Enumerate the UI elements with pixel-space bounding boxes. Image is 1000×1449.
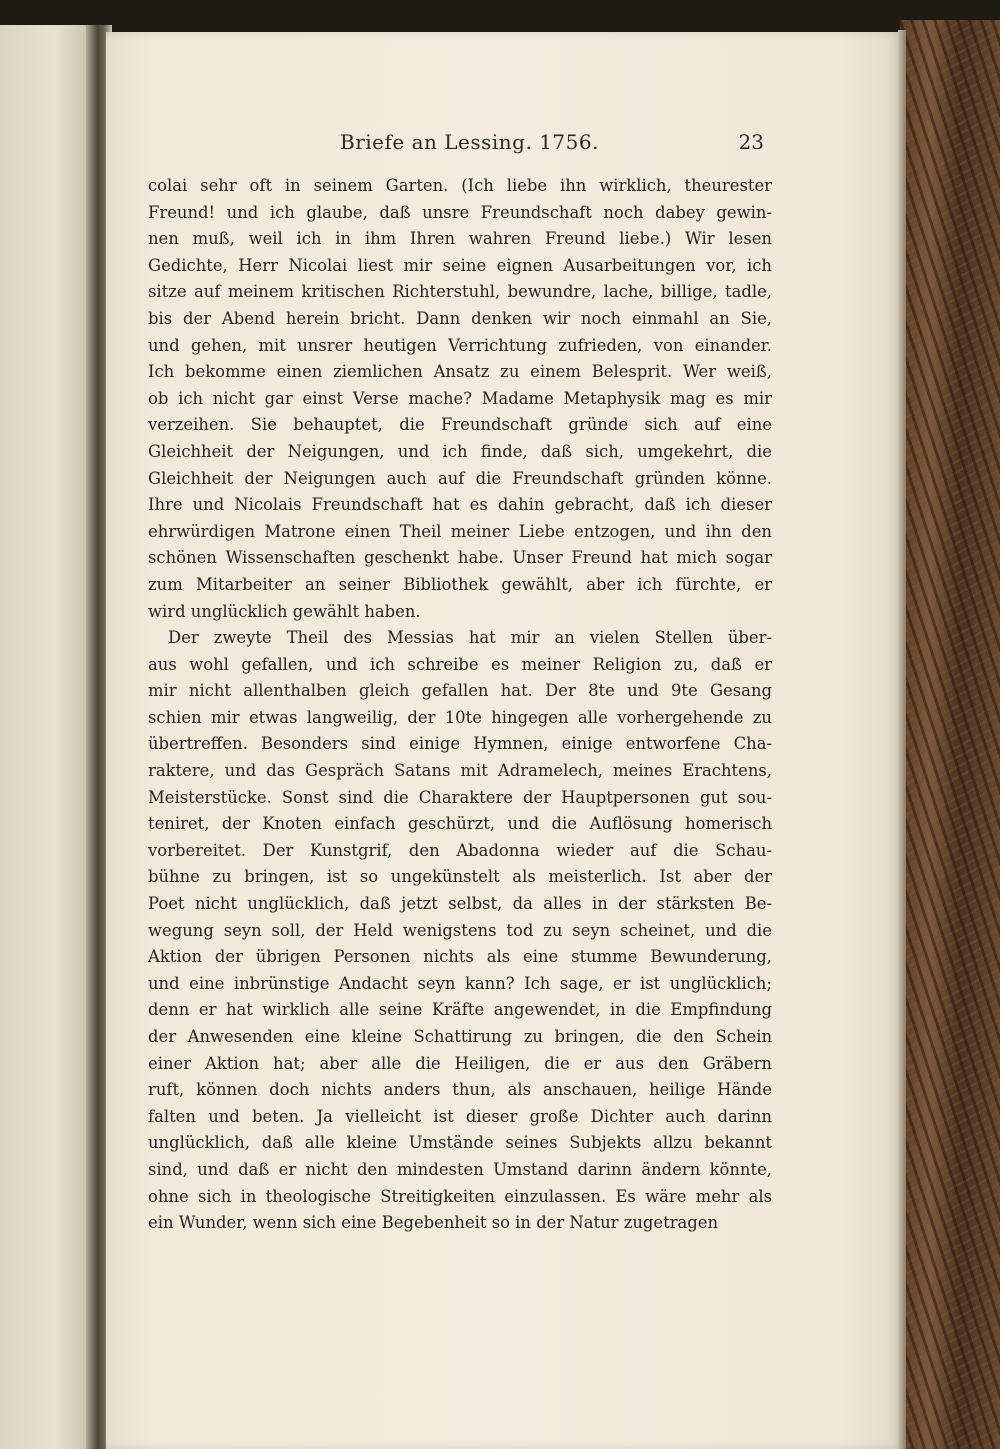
text-line: übertreffen. Besonders sind einige Hymnen, einige entworfene Cha- xyxy=(148,734,772,754)
page-header xyxy=(154,130,764,160)
text-line: Gedichte, Herr Nicolai liest mir seine eignen Ausarbeitungen vor, ich xyxy=(148,255,772,275)
text-line: wegung seyn soll, der Held wenigstens tod zu seyn scheinet, und die xyxy=(148,920,772,940)
text-line: sitze auf meinem kritischen Richterstuhl, bewundre, lache, billige, tadle, xyxy=(148,282,772,302)
text-line: ob ich nicht gar einst Verse mache? Madame Metaphysik mag es mir xyxy=(148,388,772,408)
text-line: mir nicht allenthalben gleich gefallen hat. Der 8te und 9te Gesang xyxy=(148,681,772,701)
text-line: vorbereitet. Der Kunstgrif, den Abadonna wieder auf die Schau- xyxy=(148,840,772,860)
text-line: nen muß, weil ich in ihm Ihren wahren Freund liebe.) Wir lesen xyxy=(148,229,772,249)
text-line: ein Wunder, wenn sich eine Begebenheit so in der Natur zugetragen xyxy=(148,1213,719,1233)
text-line: falten und beten. Ja vielleicht ist dieser große Dichter auch darinn xyxy=(148,1106,772,1126)
body-text xyxy=(148,173,772,1237)
text-line: und gehen, mit unsrer heutigen Verrichtung zufrieden, von einander. xyxy=(148,335,772,355)
text-line: denn er hat wirklich alle seine Kräfte angewendet, in die Empfindung xyxy=(148,1000,772,1020)
text-line: teniret, der Knoten einfach geschürzt, und die Auflösung homerisch xyxy=(148,814,772,834)
text-line: Aktion der übrigen Personen nichts als eine stumme Bewunderung, xyxy=(148,947,772,967)
text-line: Meisterstücke. Sonst sind die Charaktere der Hauptpersonen gut sou- xyxy=(148,787,772,807)
text-line: und eine inbrünstige Andacht seyn kann? Ich sage, er ist unglücklich; xyxy=(148,973,772,993)
page-block-edge xyxy=(898,30,906,1449)
text-line: Der zweyte Theil des Messias hat mir an vielen Stellen über- xyxy=(168,628,772,648)
text-line: Ihre und Nicolais Freundschaft hat es dahin gebracht, daß ich dieser xyxy=(148,495,772,515)
text-line: einer Aktion hat; aber alle die Heiligen, die er aus den Gräbern xyxy=(148,1053,772,1073)
text-line: bühne zu bringen, ist so ungekünstelt als meisterlich. Ist aber der xyxy=(148,867,772,887)
text-line: ohne sich in theologische Streitigkeiten einzulassen. Es wäre mehr als xyxy=(148,1186,772,1206)
text-line: schien mir etwas langweilig, der 10te hingegen alle vorhergehende zu xyxy=(148,707,772,727)
text-line: zum Mitarbeiter an seiner Bibliothek gewählt, aber ich fürchte, er xyxy=(148,574,772,594)
facing-page-edge xyxy=(0,25,100,1449)
text-line: der Anwesenden eine kleine Schattirung zu bringen, die den Schein xyxy=(148,1027,772,1046)
text-line: verzeihen. Sie behauptet, die Freundschaft gründe sich auf eine xyxy=(148,415,772,435)
running-title: Briefe an Lessing. 1756. xyxy=(340,130,599,154)
text-line: wird unglücklich gewählt haben. xyxy=(148,601,421,621)
text-line: unglücklich, daß alle kleine Umstände seines Subjekts allzu bekannt xyxy=(148,1133,772,1153)
text-line: schönen Wissenschaften geschenkt habe. Unser Freund hat mich sogar xyxy=(148,548,772,568)
text-line: Poet nicht unglücklich, daß jetzt selbst, da alles in der stärksten Be- xyxy=(148,894,772,914)
text-line: ehrwürdigen Matrone einen Theil meiner Liebe entzogen, und ihn den xyxy=(148,521,772,541)
text-line: sind, und daß er nicht den mindesten Umstand darinn ändern könnte, xyxy=(148,1159,772,1179)
text-line: Gleichheit der Neigungen, und ich finde, daß sich, umgekehrt, die xyxy=(148,441,772,461)
text-line: colai sehr oft in seinem Garten. (Ich liebe ihn wirklich, theurester xyxy=(148,176,772,195)
text-line: Gleichheit der Neigungen auch auf die Freundschaft gründen könne. xyxy=(148,468,772,488)
page-number: 23 xyxy=(738,130,764,154)
text-line: raktere, und das Gespräch Satans mit Adrameleсh, meines Erachtens, xyxy=(148,761,772,781)
text-line: Ich bekomme einen ziemlichen Ansatz zu einem Belesprit. Wer weiß, xyxy=(148,362,772,382)
text-line: aus wohl gefallen, und ich schreibe es meiner Religion zu, daß er xyxy=(148,654,772,674)
marbled-cover xyxy=(900,20,1000,1449)
text-line: ruft, können doch nichts anders thun, als anschauen, heilige Hände xyxy=(148,1080,772,1100)
text-line: Freund! und ich glaube, daß unsre Freundschaft noch dabey gewin- xyxy=(148,202,772,222)
text-line: bis der Abend herein bricht. Dann denken wir noch einmahl an Sie, xyxy=(148,308,772,328)
